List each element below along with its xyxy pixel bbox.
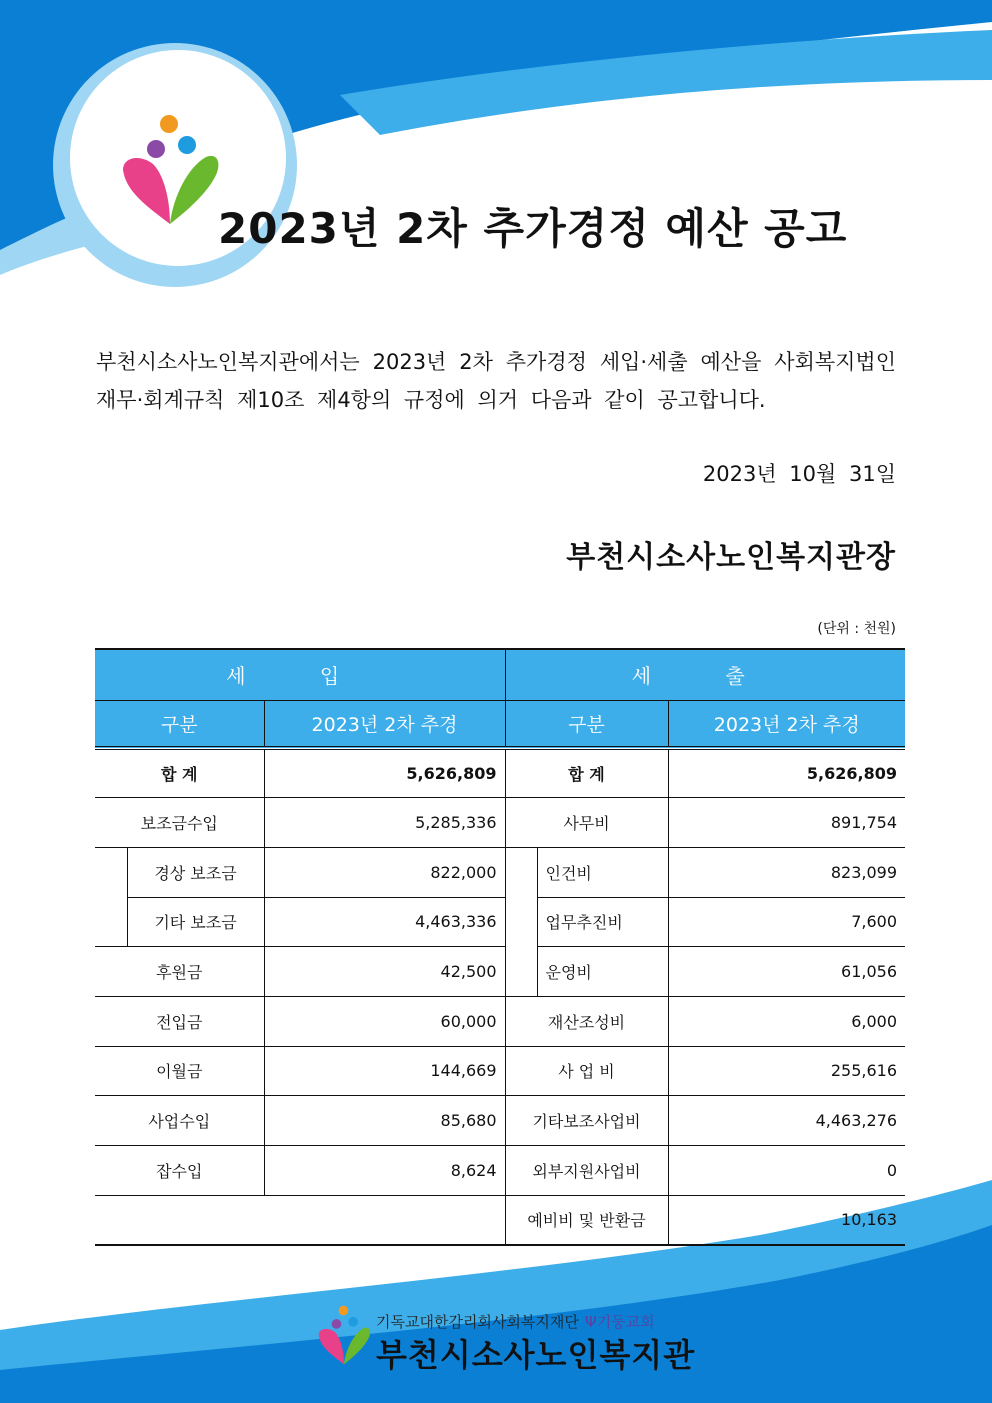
- expense-value: 10,163: [668, 1195, 905, 1245]
- revenue-label: 합 계: [95, 748, 264, 798]
- budget-table: [95, 648, 905, 1246]
- table-row: [95, 1046, 905, 1096]
- table-row: [95, 897, 905, 947]
- revenue-label: 잡수입: [95, 1146, 264, 1196]
- logo-mark-icon: [118, 112, 222, 227]
- table-row: [95, 1146, 905, 1196]
- expense-label: 기타보조사업비: [505, 1096, 668, 1146]
- footer-foundation-name: 기독교대한감리회사회복지재단: [376, 1313, 579, 1331]
- revenue-value: 60,000: [264, 996, 505, 1046]
- revenue-value: 8,624: [264, 1146, 505, 1196]
- unit-note: (단위 : 천원): [817, 621, 896, 637]
- revenue-label: 이월금: [95, 1046, 264, 1096]
- expense-header: 세 출: [505, 649, 905, 700]
- expense-value: 7,600: [668, 897, 905, 947]
- expense-label: 업무추진비: [537, 897, 668, 947]
- expense-label: 외부지원사업비: [505, 1146, 668, 1196]
- footer-church-name: [585, 1313, 655, 1331]
- expense-value: 61,056: [668, 947, 905, 997]
- announcement-body: 부천시소사노인복지관에서는 2023년 2차 추가경정 세입·세출 예산을 사회복지법인 재무·회계규칙 제10조 제4항의 규정에 의거 다음과 같이 공고합니다.: [96, 350, 896, 412]
- revenue-header: 세 입: [95, 649, 505, 700]
- expense-label: 사무비: [505, 798, 668, 848]
- church-emblem-icon: Ψ: [584, 1313, 597, 1331]
- table-row: [95, 996, 905, 1046]
- revenue-value: 144,669: [264, 1046, 505, 1096]
- revenue-value: 5,626,809: [264, 748, 505, 798]
- page-title: 2023년 2차 추가경정 예산 공고: [218, 204, 848, 253]
- announcement-date: 2023년 10월 31일: [702, 462, 896, 486]
- revenue-value: 822,000: [264, 847, 505, 897]
- table-row: [95, 847, 905, 897]
- expense-value: 255,616: [668, 1046, 905, 1096]
- expense-value: 823,099: [668, 847, 905, 897]
- revenue-value: 85,680: [264, 1096, 505, 1146]
- expense-col-amount: 2023년 2차 추경: [668, 700, 905, 748]
- revenue-indent-cell: [95, 847, 127, 946]
- expense-value: 0: [668, 1146, 905, 1196]
- footer-foundation: [376, 1311, 655, 1332]
- revenue-value: 42,500: [264, 947, 505, 997]
- footer-church-label: 기둥교회: [596, 1313, 655, 1331]
- revenue-value: 5,285,336: [264, 798, 505, 848]
- expense-label: 예비비 및 반환금: [505, 1195, 668, 1245]
- expense-value: 891,754: [668, 798, 905, 848]
- expense-value: 4,463,276: [668, 1096, 905, 1146]
- expense-indent-cell: [505, 847, 537, 996]
- expense-value: 5,626,809: [668, 748, 905, 798]
- expense-value: 6,000: [668, 996, 905, 1046]
- table-row: [95, 798, 905, 848]
- expense-col-category: 구분: [505, 700, 668, 748]
- table-row: [95, 1195, 905, 1245]
- table-row: [95, 947, 905, 997]
- revenue-label: 후원금: [95, 947, 264, 997]
- signer-name: 부천시소사노인복지관장: [566, 540, 896, 575]
- footer-org-name: 부천시소사노인복지관: [376, 1336, 696, 1374]
- revenue-label: 사업수입: [95, 1096, 264, 1146]
- expense-label: 재산조성비: [505, 996, 668, 1046]
- revenue-empty-cell: [95, 1195, 505, 1245]
- expense-label: 운영비: [537, 947, 668, 997]
- revenue-label: 전입금: [95, 996, 264, 1046]
- revenue-label: 보조금수입: [95, 798, 264, 848]
- revenue-label: 기타 보조금: [127, 897, 264, 947]
- expense-label: 사 업 비: [505, 1046, 668, 1096]
- revenue-col-amount: 2023년 2차 추경: [264, 700, 505, 748]
- revenue-value: 4,463,336: [264, 897, 505, 947]
- revenue-label: 경상 보조금: [127, 847, 264, 897]
- table-row: [95, 1096, 905, 1146]
- expense-label: 합 계: [505, 748, 668, 798]
- table-row: [95, 748, 905, 798]
- footer-logo-icon: [316, 1304, 372, 1366]
- revenue-col-category: 구분: [95, 700, 264, 748]
- expense-label: 인건비: [537, 847, 668, 897]
